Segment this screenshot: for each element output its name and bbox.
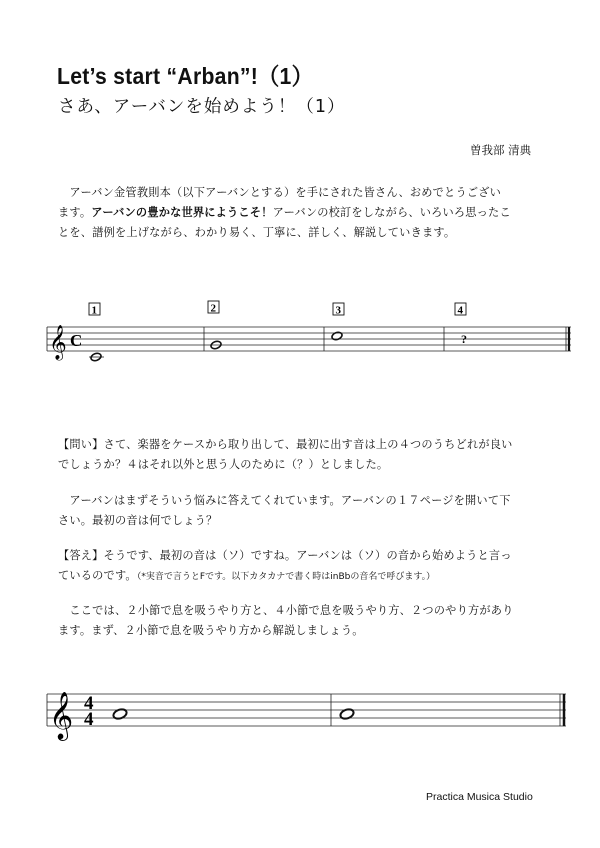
treble-clef-icon: 𝄞 — [49, 325, 67, 360]
common-time-symbol: C — [70, 331, 83, 350]
page-title: Let’s start “Arban”!（1） — [57, 63, 314, 89]
measure-number-1: 1 — [91, 304, 97, 317]
answer-line-2-text: ているのです。 — [58, 569, 137, 582]
time-signature-top: 4 — [84, 693, 94, 714]
time-signature-bottom: 4 — [84, 709, 94, 730]
paragraph-3-line-2: ます。まず、２小節で息を吸うやり方から解説しましょう。 — [58, 624, 364, 637]
paragraph-2-line-1: アーバンはまずそういう悩みに答えてくれています。アーバンの１７ページを開いて下 — [58, 494, 511, 507]
intro-emphasis: アーバンの豊かな世界にようこそ！ — [91, 206, 273, 219]
paragraph-2-line-2: さい。最初の音は何でしょう？ — [58, 514, 218, 527]
footer-studio-name: Practica Musica Studio — [426, 791, 533, 803]
question-line-1: 【問い】さて、楽器をケースから取り出して、最初に出す音は上の４つのうちどれが良い — [58, 438, 513, 451]
measure-number-3: 3 — [335, 304, 341, 317]
question-mark-note: ? — [461, 332, 467, 346]
intro-line-2-end: アーバンの校訂をしながら、いろいろ思ったこ — [272, 206, 511, 219]
measure-number-2: 2 — [210, 302, 216, 315]
whole-note-g-2 — [339, 708, 355, 721]
answer-footnote: （*実音で言うとFです。以下カタカナで書く時はinBbの音名で呼びます。） — [136, 572, 436, 582]
intro-line-2-start: ます。 — [58, 206, 92, 219]
question-line-2: でしょうか？４はそれ以外と思う人のために（？）としました。 — [58, 458, 389, 471]
measure-number-4: 4 — [457, 304, 463, 317]
answer-line-1: 【答え】そうです、最初の音は（ソ）ですね。アーバンは（ソ）の音から始めようと言っ — [58, 549, 512, 562]
author-name: 曽我部 清典 — [470, 143, 532, 157]
intro-line-1: アーバン金管教則本（以下アーバンとする）を手にされた皆さん、おめでとうござい — [58, 186, 501, 199]
page-subtitle: さあ、アーバンを始めよう！（1） — [58, 97, 346, 117]
treble-clef-icon: 𝄞 — [49, 691, 74, 739]
intro-line-3: とを、譜例を上げながら、わかり易く、丁寧に、詳しく、解説していきます。 — [58, 226, 456, 239]
whole-note-g-1 — [112, 708, 128, 721]
paragraph-3-line-1: ここでは、２小節で息を吸うやり方と、４小節で息を吸うやり方、２つのやり方があり — [58, 604, 514, 617]
